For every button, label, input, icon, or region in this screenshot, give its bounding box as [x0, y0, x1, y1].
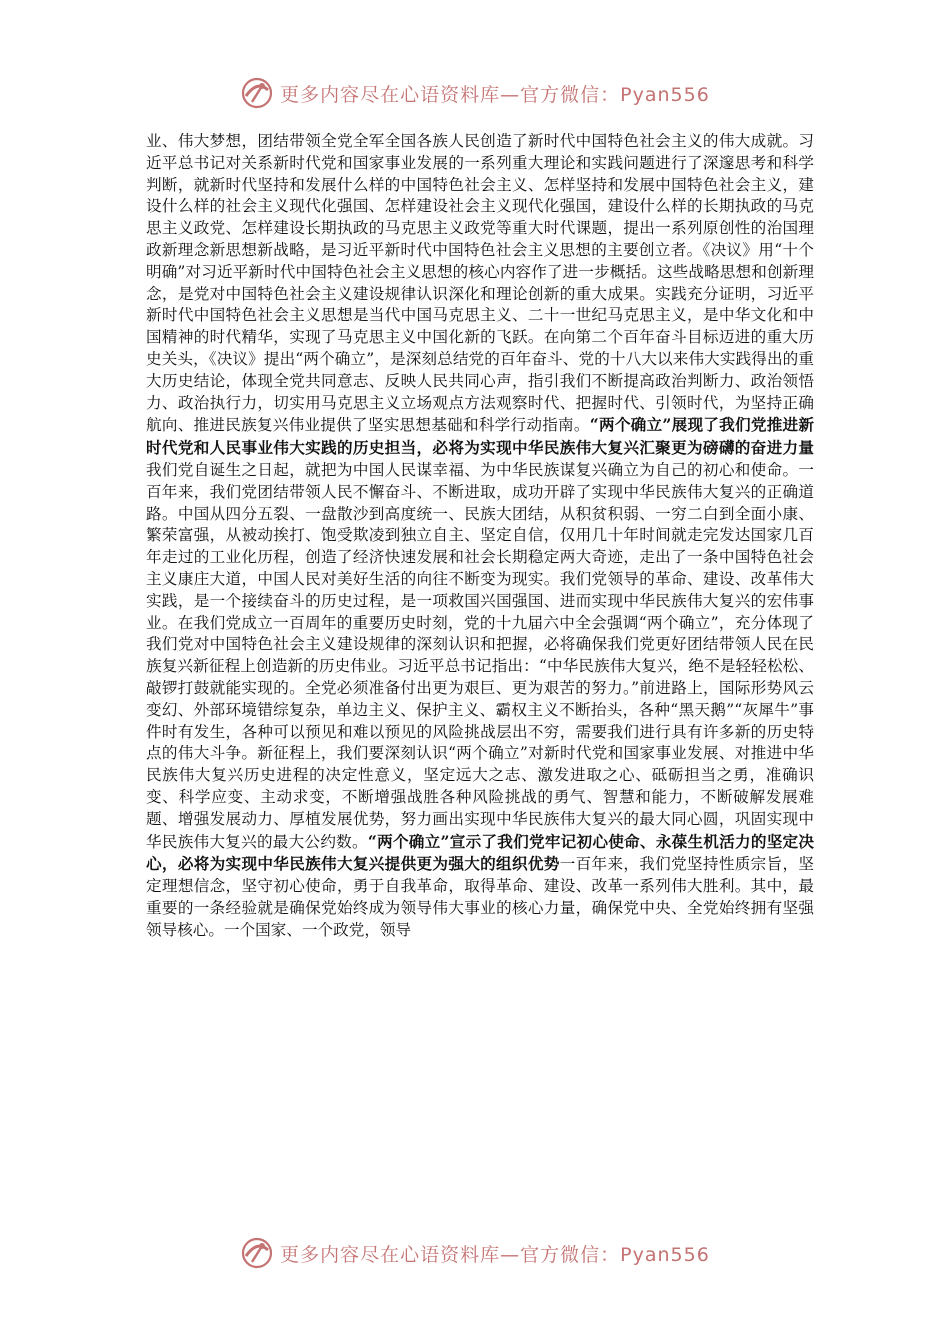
logo-icon [240, 1236, 274, 1270]
bold-heading-2: “两个确立”宣示了我们党牢记初心使命、永葆生机活力的坚定决心，必将为实现中华民族伟大复兴提供更为强大的组织优势 [146, 831, 814, 874]
paragraph-3: 一百年来，我们党坚持性质宗旨，坚定理想信念，坚守初心使命，勇于自我革命，取得革命、建设、改革一系列伟大胜利。其中，最重要的一条经验就是确保党始终成为领导伟大事业的核心力量，确保党中央、全党始终拥有坚强领导核心。一个国家、一个政党，领导 [146, 855, 814, 939]
paragraph-1: 业、伟大梦想，团结带领全党全军全国各族人民创造了新时代中国特色社会主义的伟大成就。习近平总书记对关系新时代党和国家事业发展的一系列重大理论和实践问题进行了深邃思考和科学判断，就新时代坚持和发展什么样的中国特色社会主义、怎样坚持和发展中国特色社会主义，建设什么样的社会主义现代化强国、怎样建设社会主义现代化强国，建设什么样的长期执政的马克思主义政党、怎样建设长期执政的马克思主义政党等重大时代课题，提出一系列原创性的治国理政新理念新思想新战略，是习近平新时代中国特色社会主义思想的主要创立者。《决议》用“十个明确”对习近平新时代中国特色社会主义思想的核心内容作了进一步概括。这些战略思想和创新理念，是党对中国特色社会主义建设规律认识深化和理论创新的重大成果。实践充分证明，习近平新时代中国特色社会主义思想是当代中国马克思主义、二十一世纪马克思主义，是中华文化和中国精神的时代精华，实现了马克思主义中国化新的飞跃。在向第二个百年奋斗目标迈进的重大历史关头，《决议》提出“两个确立”，是深刻总结党的百年奋斗、党的十八大以来伟大实践得出的重大历史结论，体现全党共同意志、反映人民共同心声，指引我们不断提高政治判断力、政治领悟力、政治执行力，切实用马克思主义立场观点方法观察时代、把握时代、引领时代，为坚持正确航向、推进民族复兴伟业提供了坚实思想基础和科学行动指南。 [146, 132, 814, 435]
bold-heading-1: “两个确立”展现了我们党推进新时代党和人民事业伟大实践的历史担当，必将为实现中华民族伟大复兴汇聚更为磅礴的奋进力量 [146, 415, 814, 458]
header-watermark [0, 76, 950, 110]
paragraph-2: 我们党自诞生之日起，就把为中国人民谋幸福、为中华民族谋复兴确立为自己的初心和使命。一百年来，我们党团结带领人民不懈奋斗、不断进取，成功开辟了实现中华民族伟大复兴的正确道路。中国从四分五裂、一盘散沙到高度统一、民族大团结，从积贫积弱、一穷二白到全面小康、繁荣富强，从被动挨打、饱受欺凌到独立自主、坚定自信，仅用几十年时间就走完发达国家几百年走过的工业化历程，创造了经济快速发展和社会长期稳定两大奇迹，走出了一条中国特色社会主义康庄大道，中国人民对美好生活的向往不断变为现实。我们党领导的革命、建设、改革伟大实践，是一个接续奋斗的历史过程，是一项救国兴国强国、进而实现中华民族伟大复兴的宏伟事业。在我们党成立一百周年的重要历史时刻，党的十九届六中全会强调“两个确立”，充分体现了我们党对中国特色社会主义建设规律的深刻认识和把握，必将确保我们党更好团结带领人民在民族复兴新征程上创造新的历史伟业。习近平总书记指出：“中华民族伟大复兴，绝不是轻轻松松、敲锣打鼓就能实现的。全党必须准备付出更为艰巨、更为艰苦的努力。”前进路上，国际形势风云变幻、外部环境错综复杂，单边主义、保护主义、霸权主义不断抬头，各种“黑天鹅”“灰犀牛”事件时有发生，各种可以预见和难以预见的风险挑战层出不穷，需要我们进行具有许多新的历史特点的伟大斗争。新征程上，我们要深刻认识“两个确立”对新时代党和国家事业发展、对推进中华民族伟大复兴历史进程的决定性意义，坚定远大之志、激发进取之心、砥砺担当之勇，准确识变、科学应变、主动求变，不断增强战胜各种风险挑战的勇气、智慧和能力，不断破解发展难题、增强发展动力、厚植发展优势，努力画出实现中华民族伟大复兴的最大同心圆，巩固实现中华民族伟大复兴的最大公约数。 [146, 460, 814, 851]
document-body [146, 131, 814, 941]
logo-icon [240, 76, 274, 110]
watermark-text: 更多内容尽在心语资料库—官方微信：Pyan556 [280, 1243, 710, 1266]
watermark-text: 更多内容尽在心语资料库—官方微信：Pyan556 [280, 83, 710, 106]
footer-watermark [0, 1236, 950, 1270]
